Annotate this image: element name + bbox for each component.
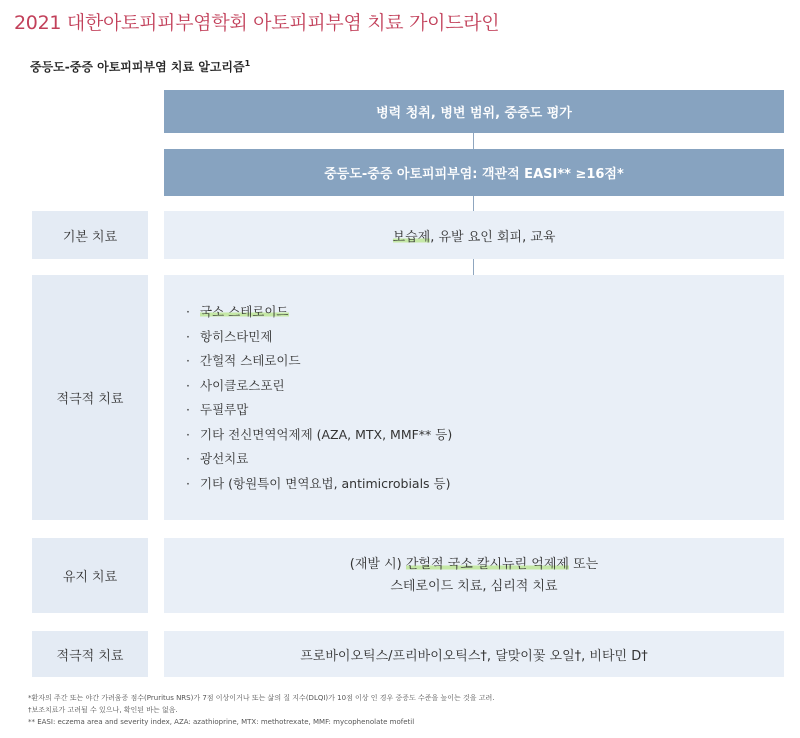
footnote: †보조치료가 고려될 수 있으나, 확인된 바는 없음. xyxy=(28,706,178,714)
list-item: · 기타 (항원특이 면역요법, antimicrobials 등) xyxy=(186,475,451,491)
maintenance-line-2: 스테로이드 치료, 심리적 치료 xyxy=(390,578,558,594)
list-item: · 광선치료 xyxy=(186,451,249,466)
page-title: 2021 대한아토피피부염학회 아토피피부염 치료 가이드라인 xyxy=(14,12,500,34)
definition-text: 중등도-중증 아토피피부염: 객관적 EASI** ≥16점* xyxy=(324,167,624,182)
adjunct-label: 적극적 치료 xyxy=(56,648,124,664)
basic-treatment-content xyxy=(393,226,556,245)
list-item: · 국소 스테로이드 xyxy=(186,304,289,319)
maintenance-line-1: (재발 시) 간헐적 국소 칼시뉴린 억제제 또는 xyxy=(349,556,599,572)
algorithm-subtitle xyxy=(30,58,250,75)
active-treatment-list xyxy=(186,300,452,496)
assessment-box xyxy=(164,90,784,133)
list-item: · 간헐적 스테로이드 xyxy=(186,353,301,368)
active-treatment-label-box xyxy=(32,275,148,520)
basic-treatment-label-box xyxy=(32,211,148,259)
connector-line xyxy=(473,196,474,211)
adjunct-content-box xyxy=(164,631,784,677)
basic-treatment-label: 기본 치료 xyxy=(62,229,118,245)
definition-box xyxy=(164,149,784,196)
adjunct-label-box xyxy=(32,631,148,677)
footnote: ** EASI: eczema area and severity index, AZA: azathioprine, MTX: methotrexate, MMF: mycophenolate mofetil xyxy=(28,718,415,726)
list-item: · 기타 전신면역억제제 (AZA, MTX, MMF** 등) xyxy=(186,426,453,442)
list-item: · 사이클로스포린 xyxy=(186,377,285,393)
subtitle-reference: 1 xyxy=(244,59,251,68)
footnotes xyxy=(28,692,495,728)
basic-treatment-content-box xyxy=(164,211,784,259)
active-treatment-label: 적극적 치료 xyxy=(56,392,124,407)
connector-line xyxy=(473,133,474,149)
basic-treatment-rest: , 유발 요인 회피, 교육 xyxy=(430,229,556,245)
assessment-text: 병력 청취, 병변 범위, 중증도 평가 xyxy=(376,106,572,121)
adjunct-content: 프로바이오틱스/프리바이오틱스†, 달맞이꽃 오일†, 비타민 D† xyxy=(300,648,648,664)
footnote: *환자의 주간 또는 야간 가려움증 점수(Pruritus NRS)가 7점 이상이거나 또는 삶의 질 지수(DLQI)가 10점 이상 인 경우 중증도 수준을 높이는 것을 고려. xyxy=(28,694,495,702)
maintenance-content-box xyxy=(164,538,784,613)
list-item: · 항히스타민제 xyxy=(186,328,273,344)
list-item: · 두필루맙 xyxy=(186,402,249,417)
subtitle-text: 중등도-중증 아토피피부염 치료 알고리즘 xyxy=(30,60,245,74)
maintenance-label: 유지 치료 xyxy=(62,570,118,585)
connector-line xyxy=(473,259,474,275)
moisturizer-highlight: 보습제 xyxy=(392,229,431,245)
calcineurin-highlight: 간헐적 국소 칼시뉴린 억제제 xyxy=(405,556,569,572)
maintenance-label-box xyxy=(32,538,148,613)
